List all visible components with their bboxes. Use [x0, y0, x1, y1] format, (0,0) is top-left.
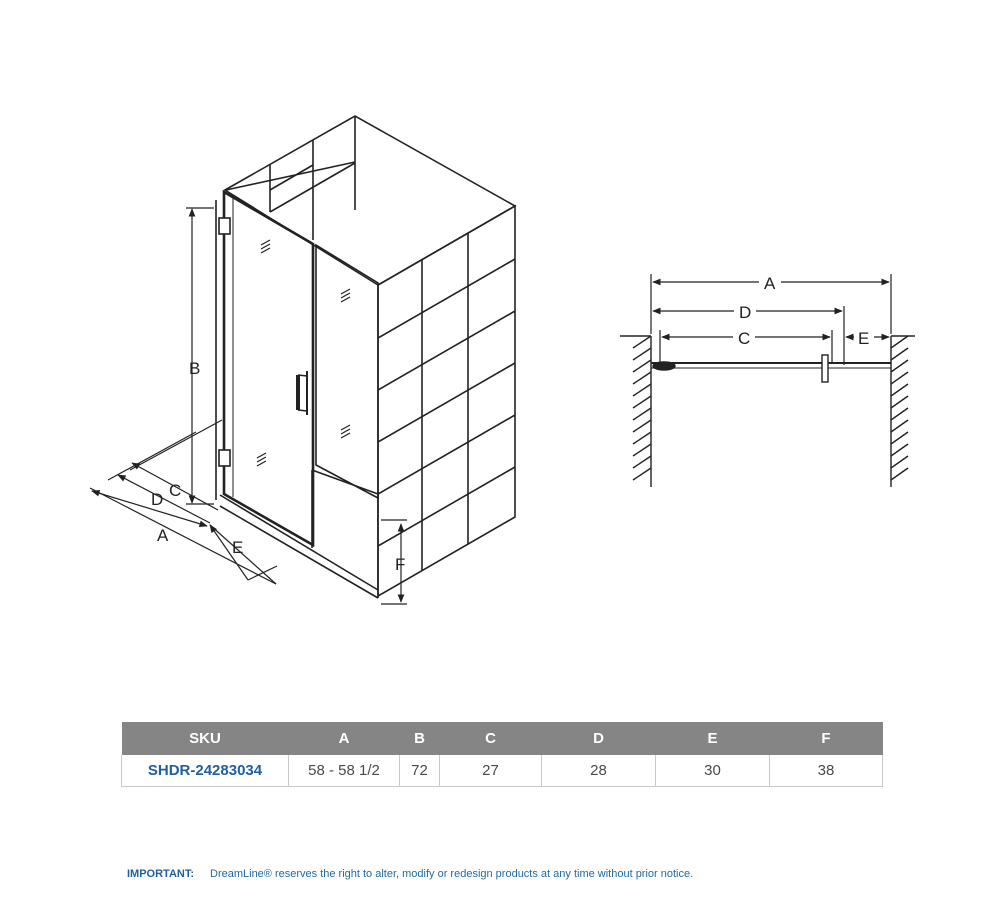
cell-c: 27: [440, 755, 542, 787]
notice-label: IMPORTANT:: [127, 868, 195, 880]
glass-reflections: [257, 240, 350, 466]
fixed-panel: [316, 245, 378, 498]
door-handle: [298, 371, 307, 415]
label-b: B: [189, 359, 201, 378]
label-c: C: [169, 481, 182, 500]
glass-door: [216, 192, 313, 545]
hinge-top: [219, 218, 230, 234]
cell-d: 28: [542, 755, 656, 787]
legal-notice: [127, 868, 693, 880]
shower-base: [220, 470, 378, 598]
plan-view: [620, 274, 915, 487]
label-e: E: [232, 538, 244, 557]
notice-text: DreamLine® reserves the right to alter, modify or redesign products at any time without prior notice.: [210, 868, 694, 880]
isometric-view: [90, 116, 515, 604]
cell-e: 30: [656, 755, 770, 787]
cell-f: 38: [770, 755, 883, 787]
header-sku: SKU: [122, 722, 289, 755]
spec-table: [121, 722, 883, 787]
header-d: D: [542, 722, 656, 755]
header-f: F: [770, 722, 883, 755]
label-a: A: [157, 526, 169, 545]
floor-dimensions: [90, 420, 277, 584]
hinge-bottom: [219, 450, 230, 466]
dim-b: [186, 208, 214, 504]
table-row: [122, 755, 883, 787]
cell-sku: SHDR-24283034: [122, 755, 289, 787]
plan-label-a: A: [764, 274, 776, 293]
header-b: B: [400, 722, 440, 755]
plan-left-wall: [620, 336, 651, 487]
back-wall: [225, 116, 515, 285]
plan-hinge: [653, 362, 675, 370]
plan-label-e: E: [858, 329, 870, 348]
cell-b: 72: [400, 755, 440, 787]
label-d: D: [151, 490, 164, 509]
header-e: E: [656, 722, 770, 755]
plan-label-c: C: [738, 329, 751, 348]
plan-label-d: D: [739, 303, 752, 322]
plan-right-wall: [891, 336, 915, 487]
header-a: A: [289, 722, 400, 755]
label-f: F: [395, 555, 406, 574]
plan-handle: [822, 355, 828, 382]
cell-a: 58 - 58 1/2: [289, 755, 400, 787]
header-c: C: [440, 722, 542, 755]
table-header-row: [122, 722, 883, 755]
